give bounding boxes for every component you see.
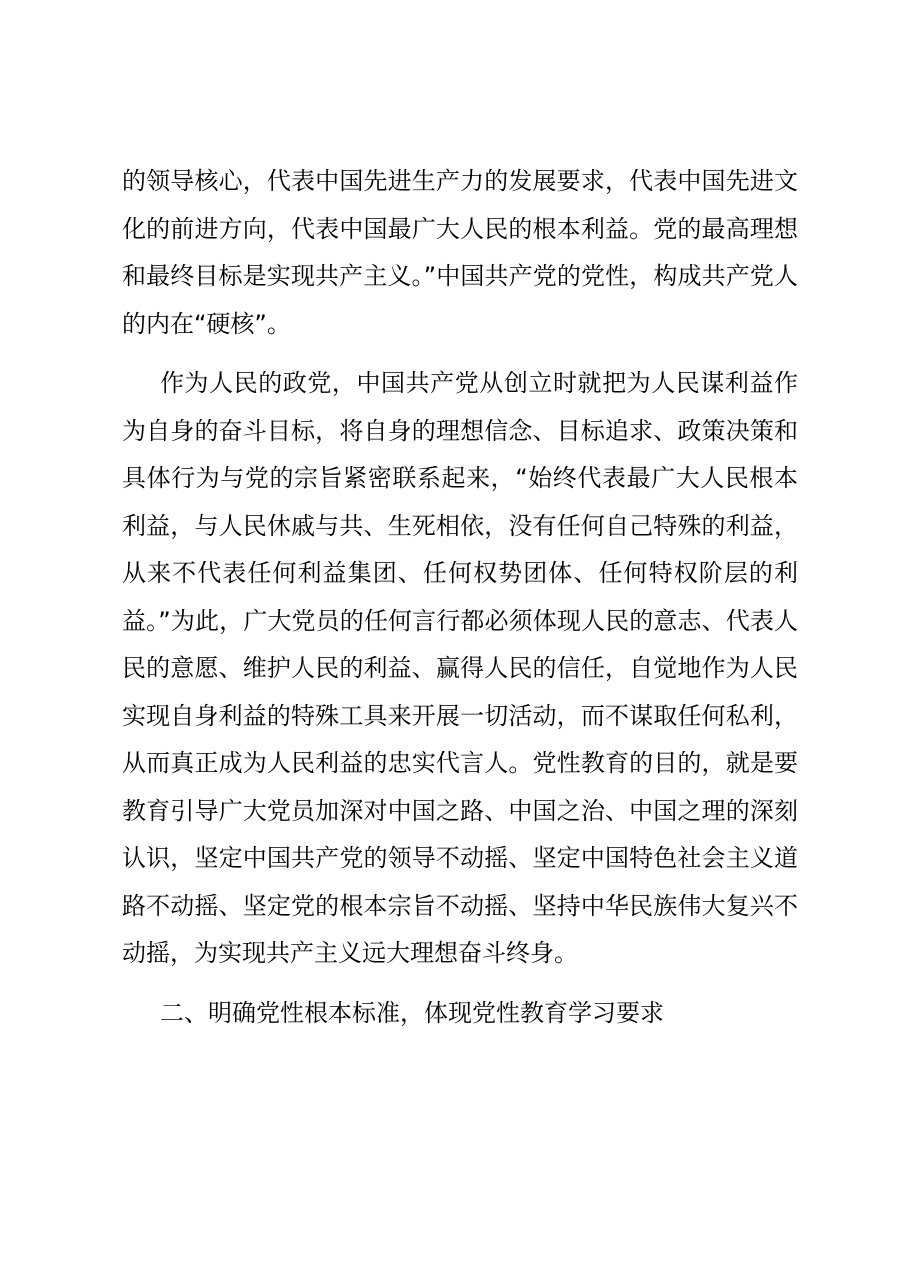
paragraph-party-purpose: 作为人民的政党，中国共产党从创立时就把为人民谋利益作为自身的奋斗目标，将自身的理想信念、目标追求、政策决策和具体行为与党的宗旨紧密联系起来，“始终代表最广大人民根本利益，与人民休戚与共、生死相依，没有任何自己特殊的利益，从来不代表任何利益集团、任何权势团体、任何特权阶层的利益。”为此，广大党员的任何言行都必须体现人民的意志、代表人民的意愿、维护人民的利益、赢得人民的信任，自觉地作为人民实现自身利益的特殊工具来开展一切活动，而不谋取任何私利，从而真正成为人民利益的忠实代言人。党性教育的目的，就是要教育引导广大党员加深对中国之路、中国之治、中国之理的深刻认识，坚定中国共产党的领导不动摇、坚定中国特色社会主义道路不动摇、坚定党的根本宗旨不动摇、坚持中华民族伟大复兴不动摇，为实现共产主义远大理想奋斗终身。 bbox=[122, 369, 798, 967]
paragraph-continuation: 的领导核心，代表中国先进生产力的发展要求，代表中国先进文化的前进方向，代表中国最广大人民的根本利益。党的最高理想和最终目标是实现共产主义。”中国共产党的党性，构成共产党人的内在“硬核”。 bbox=[122, 167, 798, 338]
document-body bbox=[122, 158, 798, 1037]
section-heading: 二、明确党性根本标准，体现党性教育学习要求 bbox=[160, 998, 664, 1027]
